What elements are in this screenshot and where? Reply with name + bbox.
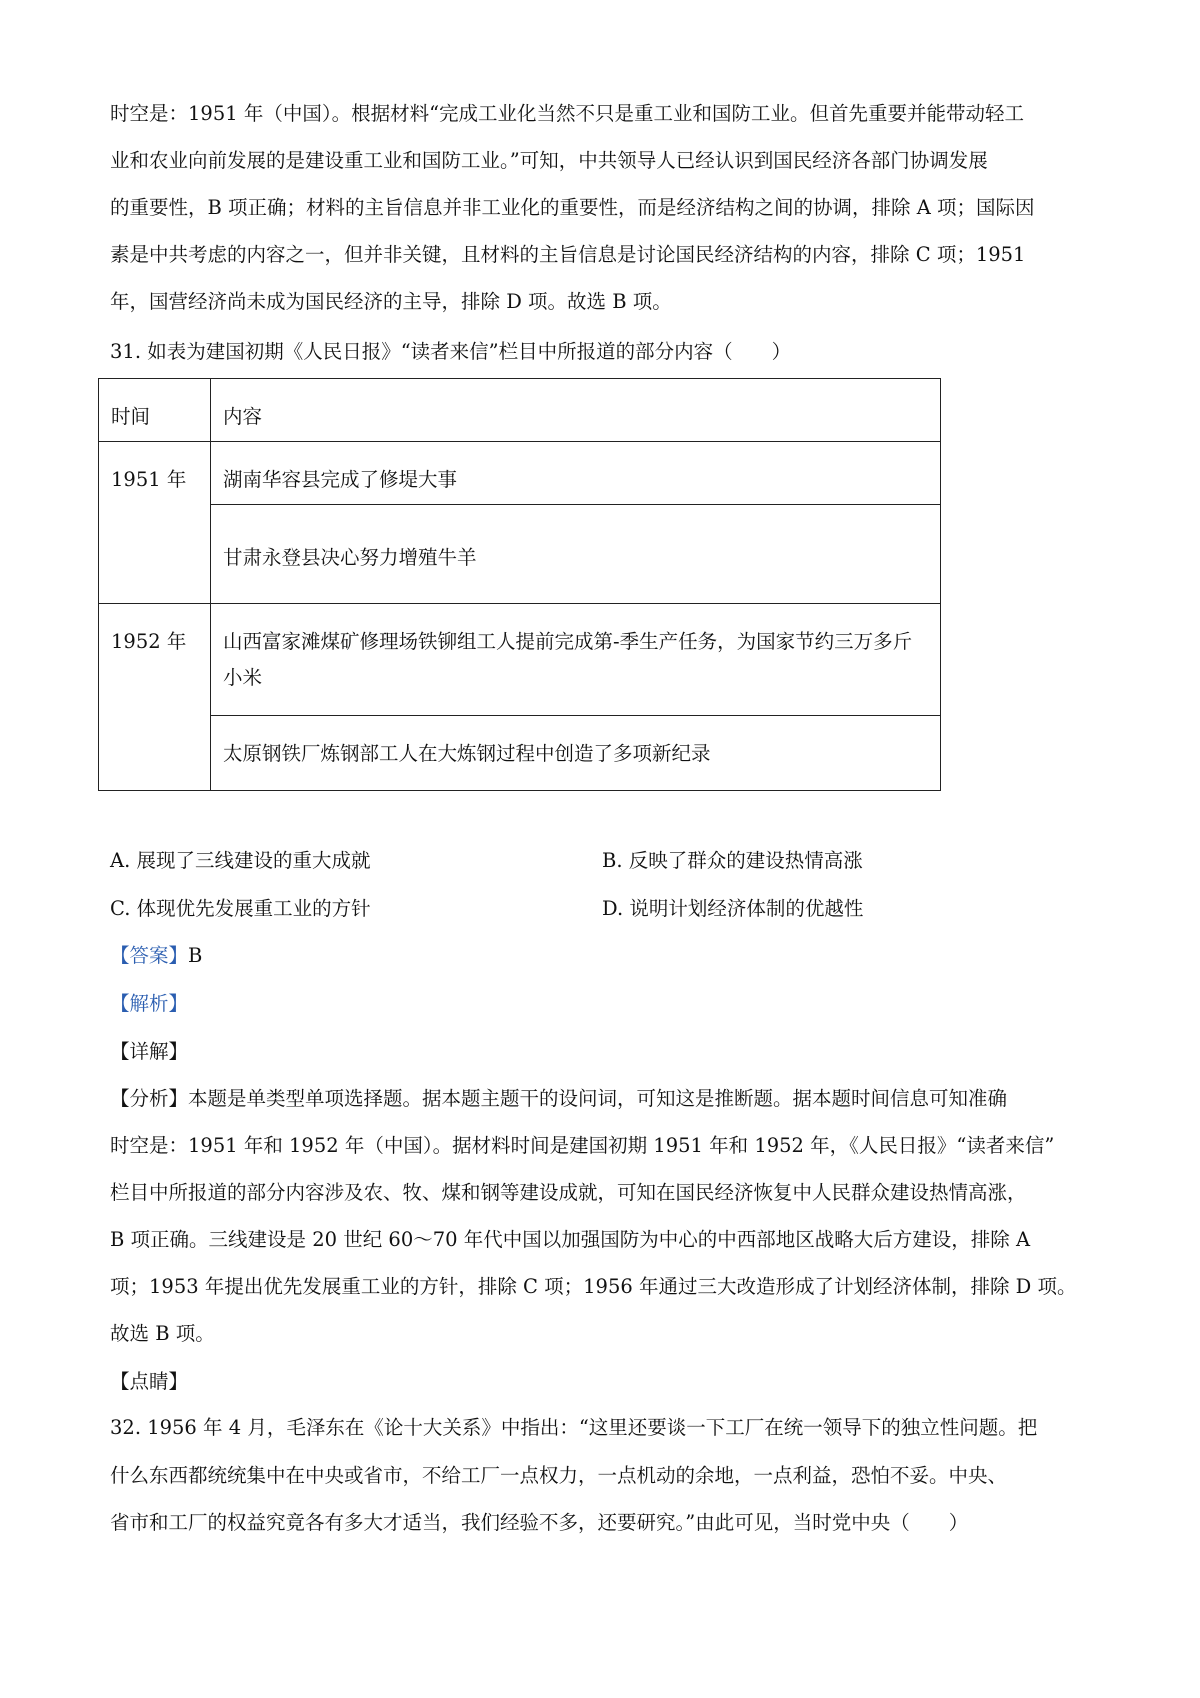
analysis-tag: 【解析】	[110, 992, 189, 1015]
analysis-line-6: 故选 B 项。	[110, 1322, 215, 1345]
header-time: 时间	[99, 379, 211, 442]
question-31-stem: 31. 如表为建国初期《人民日报》“读者来信”栏目中所报道的部分内容（ ）	[110, 340, 792, 363]
year-cell-1951: 1951 年	[99, 442, 211, 604]
answer-line	[110, 946, 1100, 966]
intro-line-4: 素是中共考虑的内容之一，但并非关键，且材料的主旨信息是讨论国民经济结构的内容，排除 C 项；1951	[110, 243, 1026, 266]
table-row	[99, 604, 941, 716]
intro-line-5: 年，国营经济尚未成为国民经济的主导，排除 D 项。故选 B 项。	[110, 290, 672, 313]
table-row	[99, 716, 941, 791]
table-header-row	[99, 379, 941, 442]
analysis-line-5: 项；1953 年提出优先发展重工业的方针，排除 C 项；1956 年通过三大改造形成了计划经济体制，排除 D 项。	[110, 1275, 1077, 1298]
letters-table	[98, 378, 941, 791]
option-b: B. 反映了群众的建设热情高涨	[602, 849, 863, 872]
question-32-line-1: 32. 1956 年 4 月，毛泽东在《论十大关系》中指出：“这里还要谈一下工厂在统一领导下的独立性问题。把	[110, 1416, 1038, 1439]
header-content: 内容	[211, 379, 941, 442]
analysis-line-2: 时空是：1951 年和 1952 年（中国）。据材料时间是建国初期 1951 年和 1952 年，《人民日报》“读者来信”	[110, 1134, 1055, 1157]
answer-tag: 【答案】	[110, 944, 189, 967]
option-c: C. 体现优先发展重工业的方针	[110, 897, 371, 920]
content-cell: 山西富家滩煤矿修理场铁铆组工人提前完成第-季生产任务，为国家节约三万多斤小米	[211, 604, 941, 716]
analysis-line-1: 【分析】本题是单类型单项选择题。据本题主题干的设问词，可知这是推断题。据本题时间信息可知准确	[110, 1087, 1008, 1110]
detail-tag: 【详解】	[110, 1040, 189, 1063]
comment-tag: 【点睛】	[110, 1370, 189, 1393]
year-cell-1952: 1952 年	[99, 604, 211, 791]
analysis-line-3: 栏目中所报道的部分内容涉及农、牧、煤和钢等建设成就，可知在国民经济恢复中人民群众建设热情高涨，	[110, 1181, 1027, 1204]
content-cell: 太原钢铁厂炼钢部工人在大炼钢过程中创造了多项新纪录	[211, 716, 941, 791]
intro-line-2: 业和农业向前发展的是建设重工业和国防工业。”可知，中共领导人已经认识到国民经济各部门协调发展	[110, 149, 988, 172]
answer-value: B	[188, 944, 203, 967]
option-a: A. 展现了三线建设的重大成就	[110, 849, 371, 872]
table-row	[99, 505, 941, 604]
option-d: D. 说明计划经济体制的优越性	[602, 897, 864, 920]
table-row	[99, 442, 941, 505]
content-cell: 甘肃永登县决心努力增殖牛羊	[211, 505, 941, 604]
question-32-line-3: 省市和工厂的权益究竟各有多大才适当，我们经验不多，还要研究。”由此可见，当时党中央（ ）	[110, 1511, 969, 1534]
intro-line-1: 时空是：1951 年（中国）。根据材料“完成工业化当然不只是重工业和国防工业。但首先重要并能带动轻工	[110, 102, 1025, 125]
question-32-line-2: 什么东西都统统集中在中央或省市，不给工厂一点权力，一点机动的余地，一点利益，恐怕不妥。中央、	[110, 1464, 1008, 1487]
analysis-line-4: B 项正确。三线建设是 20 世纪 60～70 年代中国以加强国防为中心的中西部地区战略大后方建设，排除 A	[110, 1228, 1031, 1251]
intro-line-3: 的重要性，B 项正确；材料的主旨信息并非工业化的重要性，而是经济结构之间的协调，排除 A 项；国际因	[110, 196, 1035, 219]
content-cell: 湖南华容县完成了修堤大事	[211, 442, 941, 505]
